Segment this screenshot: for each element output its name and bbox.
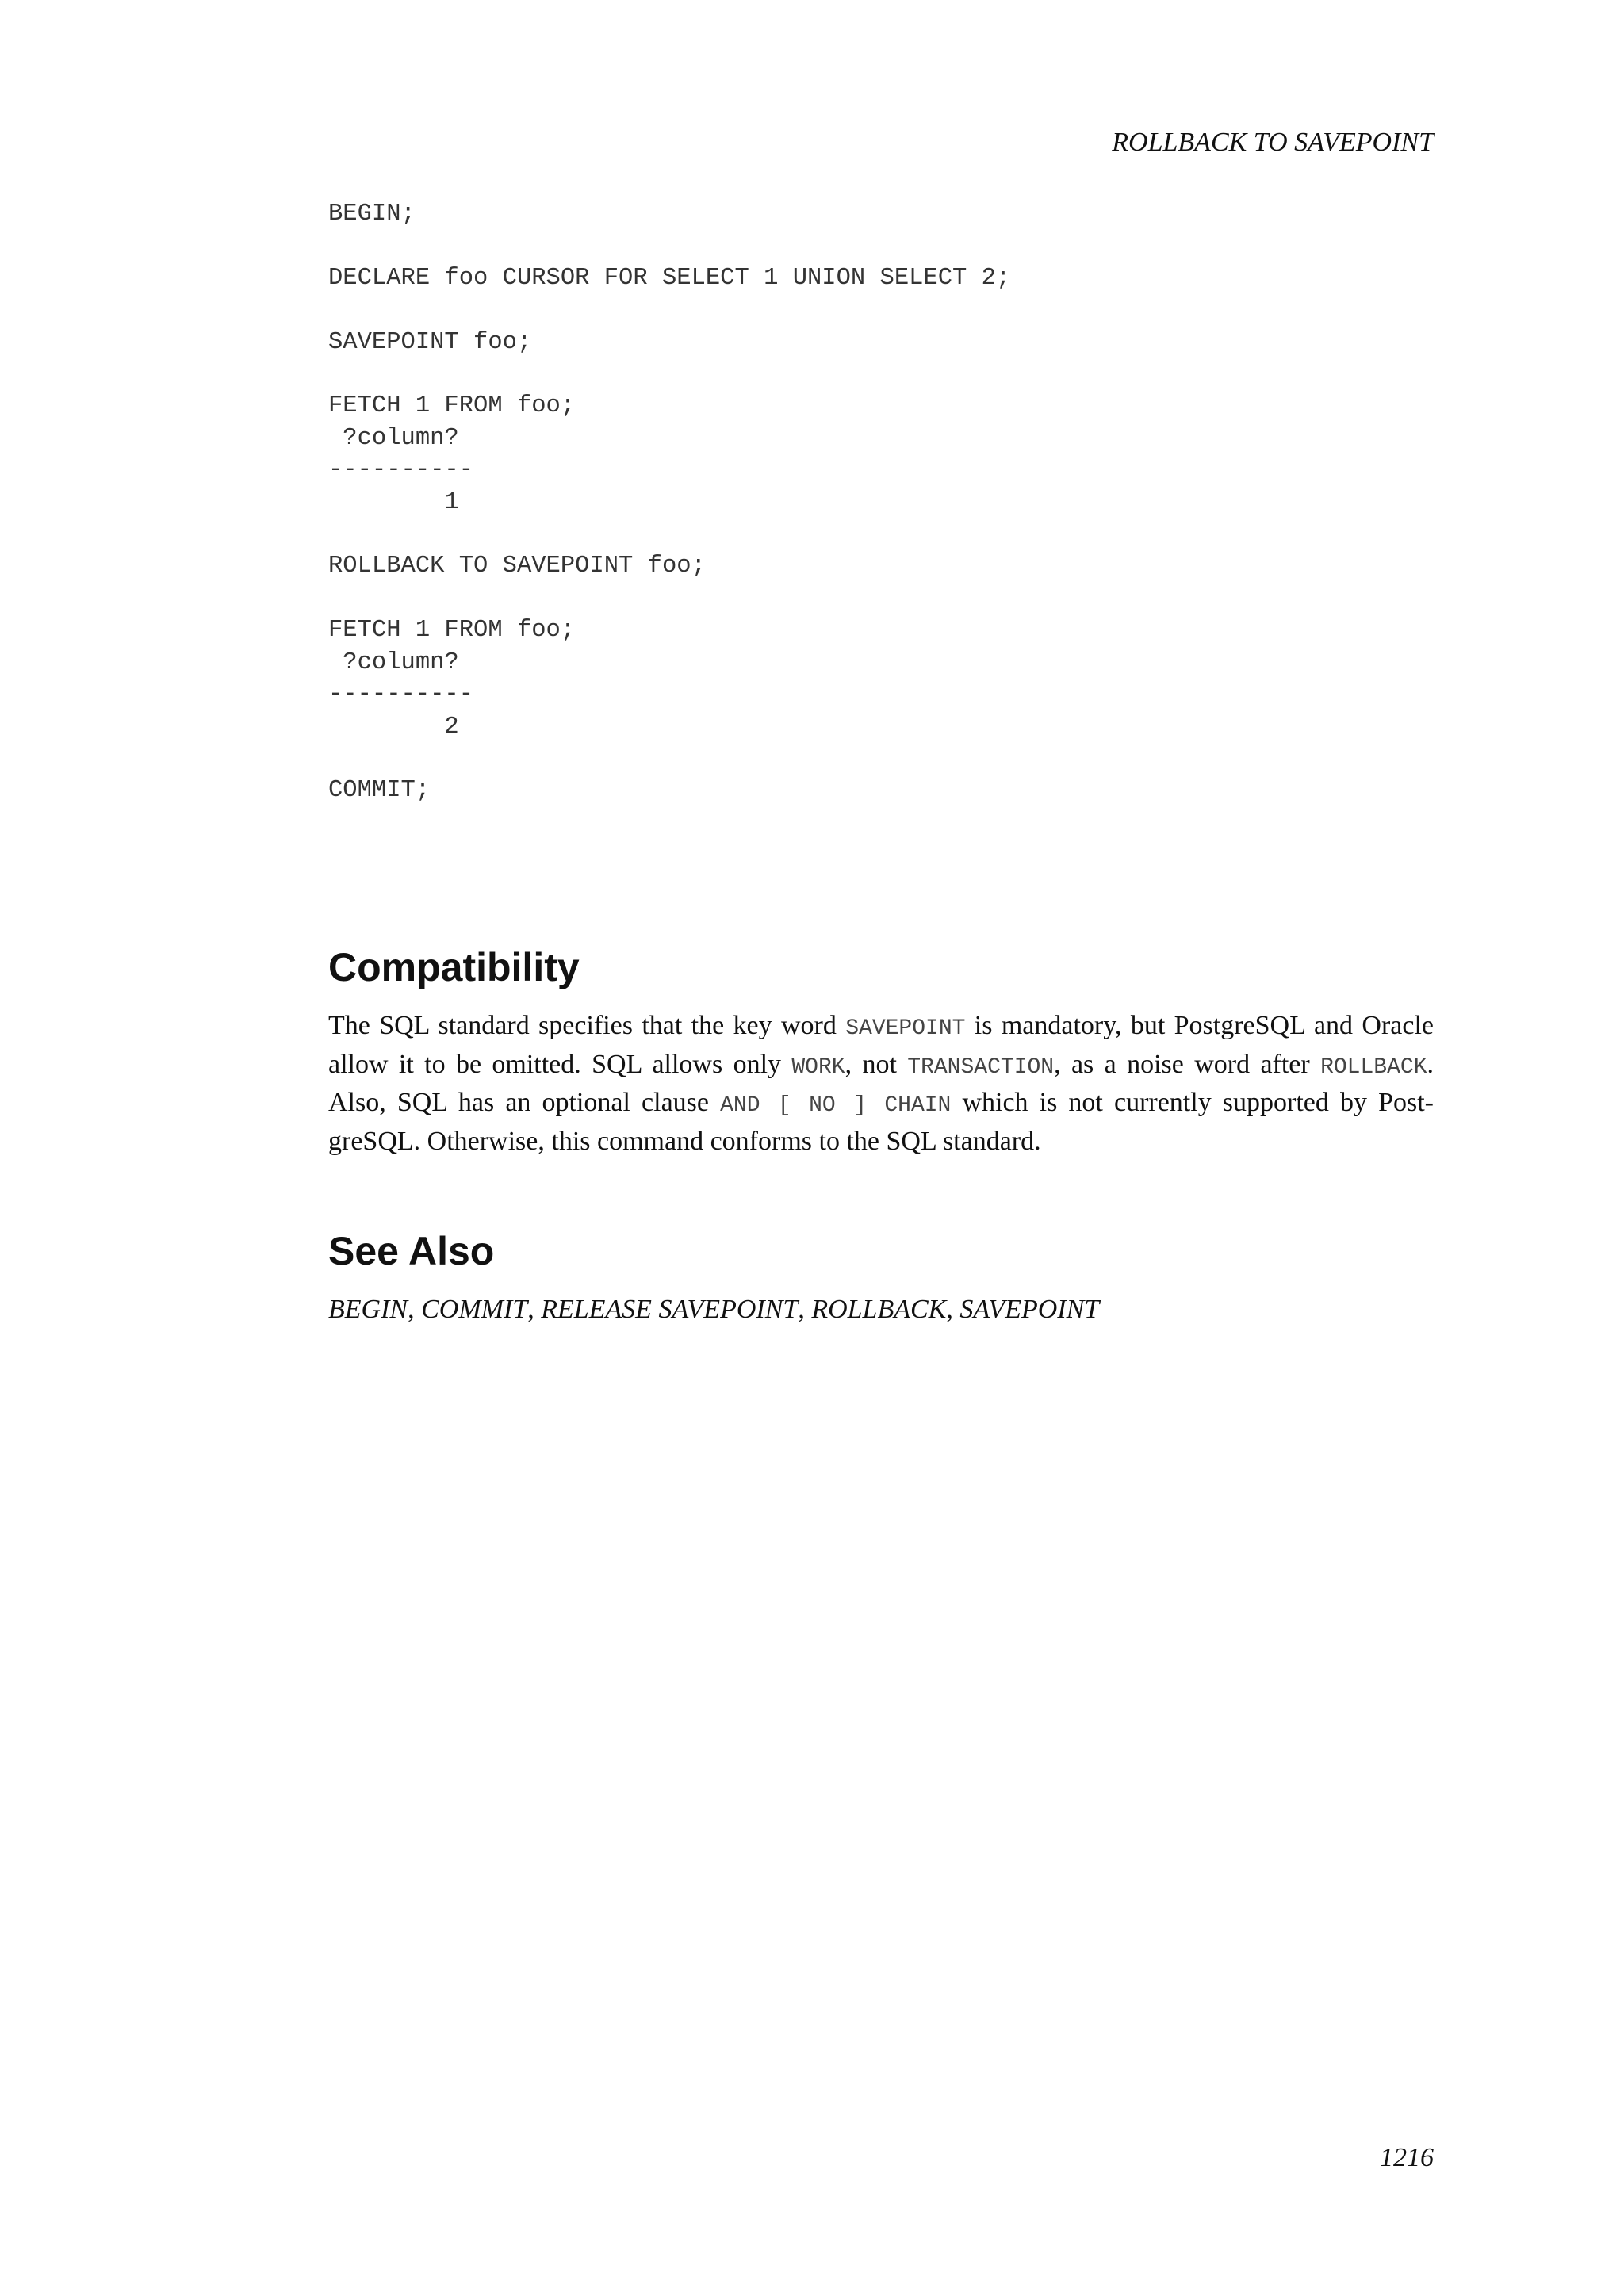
link-separator: ,	[946, 1295, 960, 1324]
see-also-link-begin[interactable]: BEGIN	[328, 1295, 408, 1324]
text-run: , not	[845, 1049, 908, 1079]
text-run: which is not currently supported by Post-	[951, 1088, 1434, 1117]
text-run: Also, SQL has an optional clause	[328, 1088, 721, 1117]
inline-code-chain-clause: AND [ NO ] CHAIN	[720, 1093, 952, 1118]
text-run: .	[1427, 1049, 1434, 1079]
paragraph-line	[328, 1085, 1434, 1124]
compatibility-paragraph	[328, 1008, 1434, 1159]
example-code-block: BEGIN; DECLARE foo CURSOR FOR SELECT 1 UNION SELECT 2; SAVEPOINT foo; FETCH 1 FROM foo; ?column? ---------- 1 ROLLBACK TO SAVEPOINT foo; FETCH 1 FROM foo; ?column? ---------- 2 COMMIT;	[328, 201, 1011, 805]
inline-code-transaction: TRANSACTION	[907, 1054, 1055, 1080]
page-number: 1216	[1380, 2143, 1434, 2172]
text-run: is mandatory, but PostgreSQL and Oracle	[965, 1011, 1434, 1040]
see-also-link-rollback[interactable]: ROLLBACK	[811, 1295, 947, 1324]
see-also-link-savepoint[interactable]: SAVEPOINT	[959, 1295, 1100, 1324]
see-also-link-release-savepoint[interactable]: RELEASE SAVEPOINT	[541, 1295, 799, 1324]
paragraph-line: greSQL. Otherwise, this command conforms to the SQL standard.	[328, 1126, 1041, 1156]
see-also-links	[328, 1292, 1099, 1327]
inline-code-work: WORK	[791, 1054, 845, 1080]
text-run: The SQL standard specifies that the key word	[328, 1011, 846, 1040]
see-also-heading: See Also	[328, 1229, 495, 1273]
link-separator: ,	[408, 1295, 422, 1324]
running-header: ROLLBACK TO SAVEPOINT	[1112, 128, 1434, 157]
link-separator: ,	[527, 1295, 542, 1324]
see-also-link-commit[interactable]: COMMIT	[421, 1295, 528, 1324]
compatibility-heading: Compatibility	[328, 945, 580, 989]
text-run: allow it to be omitted. SQL allows only	[328, 1049, 792, 1079]
inline-code-savepoint: SAVEPOINT	[845, 1016, 966, 1041]
paragraph-line	[328, 1047, 1434, 1086]
paragraph-line	[328, 1008, 1434, 1047]
text-run: , as a noise word after	[1054, 1049, 1321, 1079]
link-separator: ,	[798, 1295, 812, 1324]
inline-code-rollback: ROLLBACK	[1320, 1054, 1427, 1080]
